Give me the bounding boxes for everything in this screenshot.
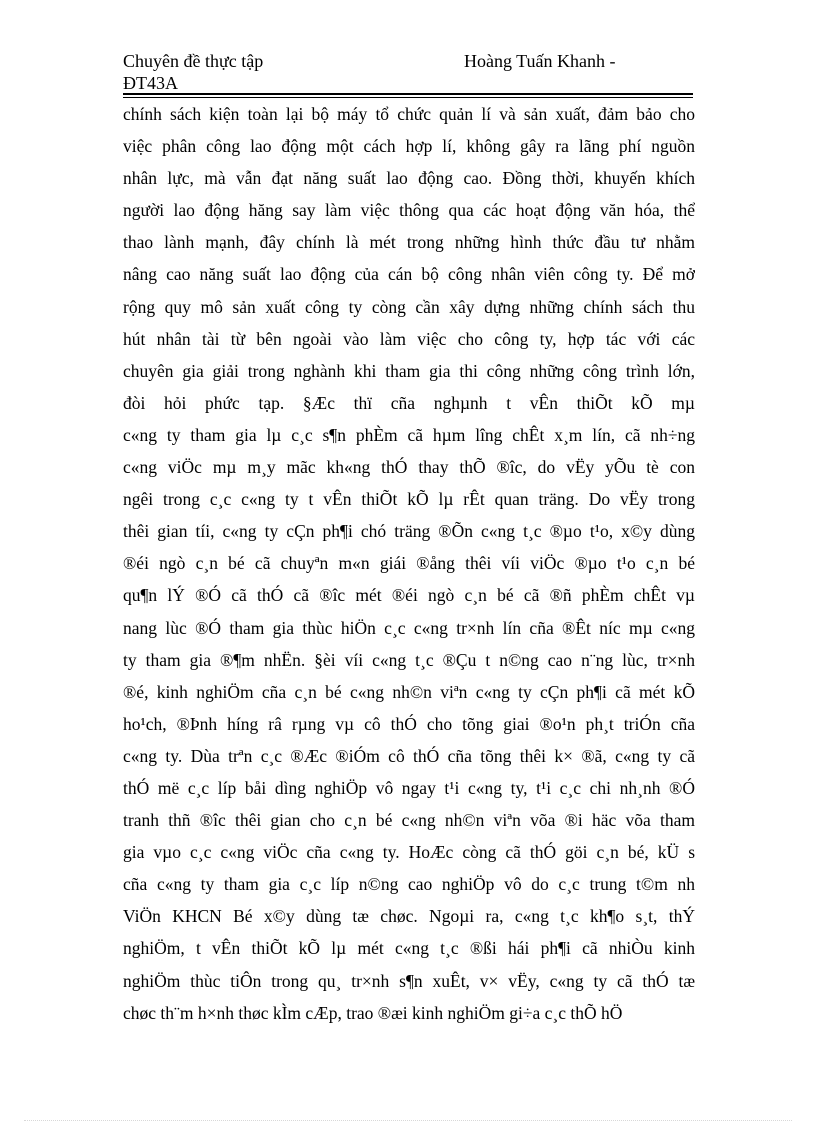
text-line: c«ng ty. Dùa trªn c¸c ®Æc ®iÓm cô thÓ cña tõng thêi k× ®ã, c«ng ty cã: [123, 745, 695, 766]
page-bottom-edge: [24, 1120, 792, 1121]
text-line: chính sách kiện toàn lại bộ máy tổ chức quản lí và sản xuất, đảm bảo cho: [123, 104, 695, 124]
text-line: ViÖn KHCN Bé x©y dùng tæ chøc. Ngoµi ra, c«ng t¸c kh¶o s¸t, thÝ: [123, 906, 695, 927]
text-line: ®é, kinh nghiÖm cña c¸n bé c«ng nh©n viªn c«ng ty cÇn ph¶i cã mét kÕ: [123, 681, 695, 702]
text-line: gia vµo c¸c c«ng viÖc cña c«ng ty. HoÆc còng cã thÓ göi c¸n bé, kÜ s: [123, 842, 695, 863]
text-line: qu¶n lÝ ®Ó cã thÓ cã ®îc mét ®éi ngò c¸n bé cã ®ñ phÈm chÊt vµ: [123, 585, 695, 606]
text-line: nghiÖm, t vÊn thiÕt kÕ lµ mét c«ng t¸c ®ßi hái ph¶i cã nhiÒu kinh: [123, 938, 695, 959]
text-line: cña c«ng ty tham gia c¸c líp n©ng cao nghiÖp vô do c¸c trung t©m nh: [123, 874, 695, 895]
text-line: chuyên gia giải trong nghành khi tham gia thi công những công trình lớn,: [123, 360, 695, 381]
text-line: thÓ më c¸c líp båi dìng nghiÖp vô ngay t¹i c«ng ty, t¹i c¸c chi nh¸nh ®Ó: [123, 777, 695, 798]
text-line: c«ng ty tham gia lµ c¸c s¶n phÈm cã hµm lîng chÊt x¸m lín, cã nh÷ng: [123, 424, 695, 445]
text-line: ngêi trong c¸c c«ng ty t vÊn thiÕt kÕ lµ rÊt quan träng. Do vËy trong: [123, 489, 695, 510]
text-line: việc phân công lao động một cách hợp lí, không gây ra lãng phí nguồn: [123, 136, 695, 157]
header-left: [123, 50, 463, 94]
text-line: rộng quy mô sản xuất công ty còng cần xây dựng những chính sách thu: [123, 296, 695, 317]
header-divider-thin: [123, 97, 693, 98]
header-topic: Chuyên đề thực tập: [123, 51, 264, 71]
body-text: [123, 99, 695, 1030]
text-line: nang lùc ®Ó tham gia thùc hiÖn c¸c c«ng tr×nh lín cña ®Êt níc mµ c«ng: [123, 617, 695, 638]
header-divider-thick: [123, 93, 693, 95]
header-class: ĐT43A: [123, 73, 178, 93]
text-line: hút nhân tài từ bên ngoài vào làm việc cho công ty, hợp tác với các: [123, 328, 695, 349]
text-line: ®éi ngò c¸n bé cã chuyªn m«n giái ®ång thêi víi viÖc ®µo t¹o c¸n bé: [123, 553, 695, 574]
text-line: chøc th¨m h×nh thøc kÌm cÆp, trao ®æi kinh nghiÖm gi÷a c¸c thÕ hÖ: [123, 1002, 623, 1023]
text-line: thêi gian tíi, c«ng ty cÇn ph¶i chó träng ®Õn c«ng t¸c ®µo t¹o, x©y dùng: [123, 521, 695, 542]
text-line: thao lành mạnh, đây chính là mét trong những hình thức đầu tư nhằm: [123, 232, 695, 253]
text-line: ty tham gia ®¶m nhËn. §èi víi c«ng t¸c ®Çu t n©ng cao n¨ng lùc, tr×nh: [123, 649, 695, 670]
text-line: nghiÖm thùc tiÔn trong qu¸ tr×nh s¶n xuÊt, v× vËy, c«ng ty cã thÓ tæ: [123, 970, 695, 991]
text-line: đòi hỏi phức tạp. §Æc thï cña nghµnh t vÊn thiÕt kÕ mµ: [123, 392, 695, 413]
text-line: người lao động hăng say làm việc thông qua các hoạt động văn hóa, thể: [123, 200, 695, 221]
text-line: c«ng viÖc mµ m¸y mãc kh«ng thÓ thay thÕ ®îc, do vËy yÕu tè con: [123, 457, 695, 478]
text-line: tranh thñ ®îc thêi gian cho c¸n bé c«ng nh©n viªn võa ®i häc võa tham: [123, 810, 695, 831]
header-author: Hoàng Tuấn Khanh -: [464, 51, 616, 71]
text-line: nhân lực, mà vẫn đạt năng suất lao động cao. Đồng thời, khuyến khích: [123, 168, 695, 189]
text-line: ho¹ch, ®Þnh híng râ rµng vµ cô thÓ cho tõng giai ®o¹n ph¸t triÓn cña: [123, 713, 695, 734]
text-line: nâng cao năng suất lao động của cán bộ công nhân viên công ty. Để mở: [123, 264, 695, 285]
page-header: [123, 50, 703, 94]
